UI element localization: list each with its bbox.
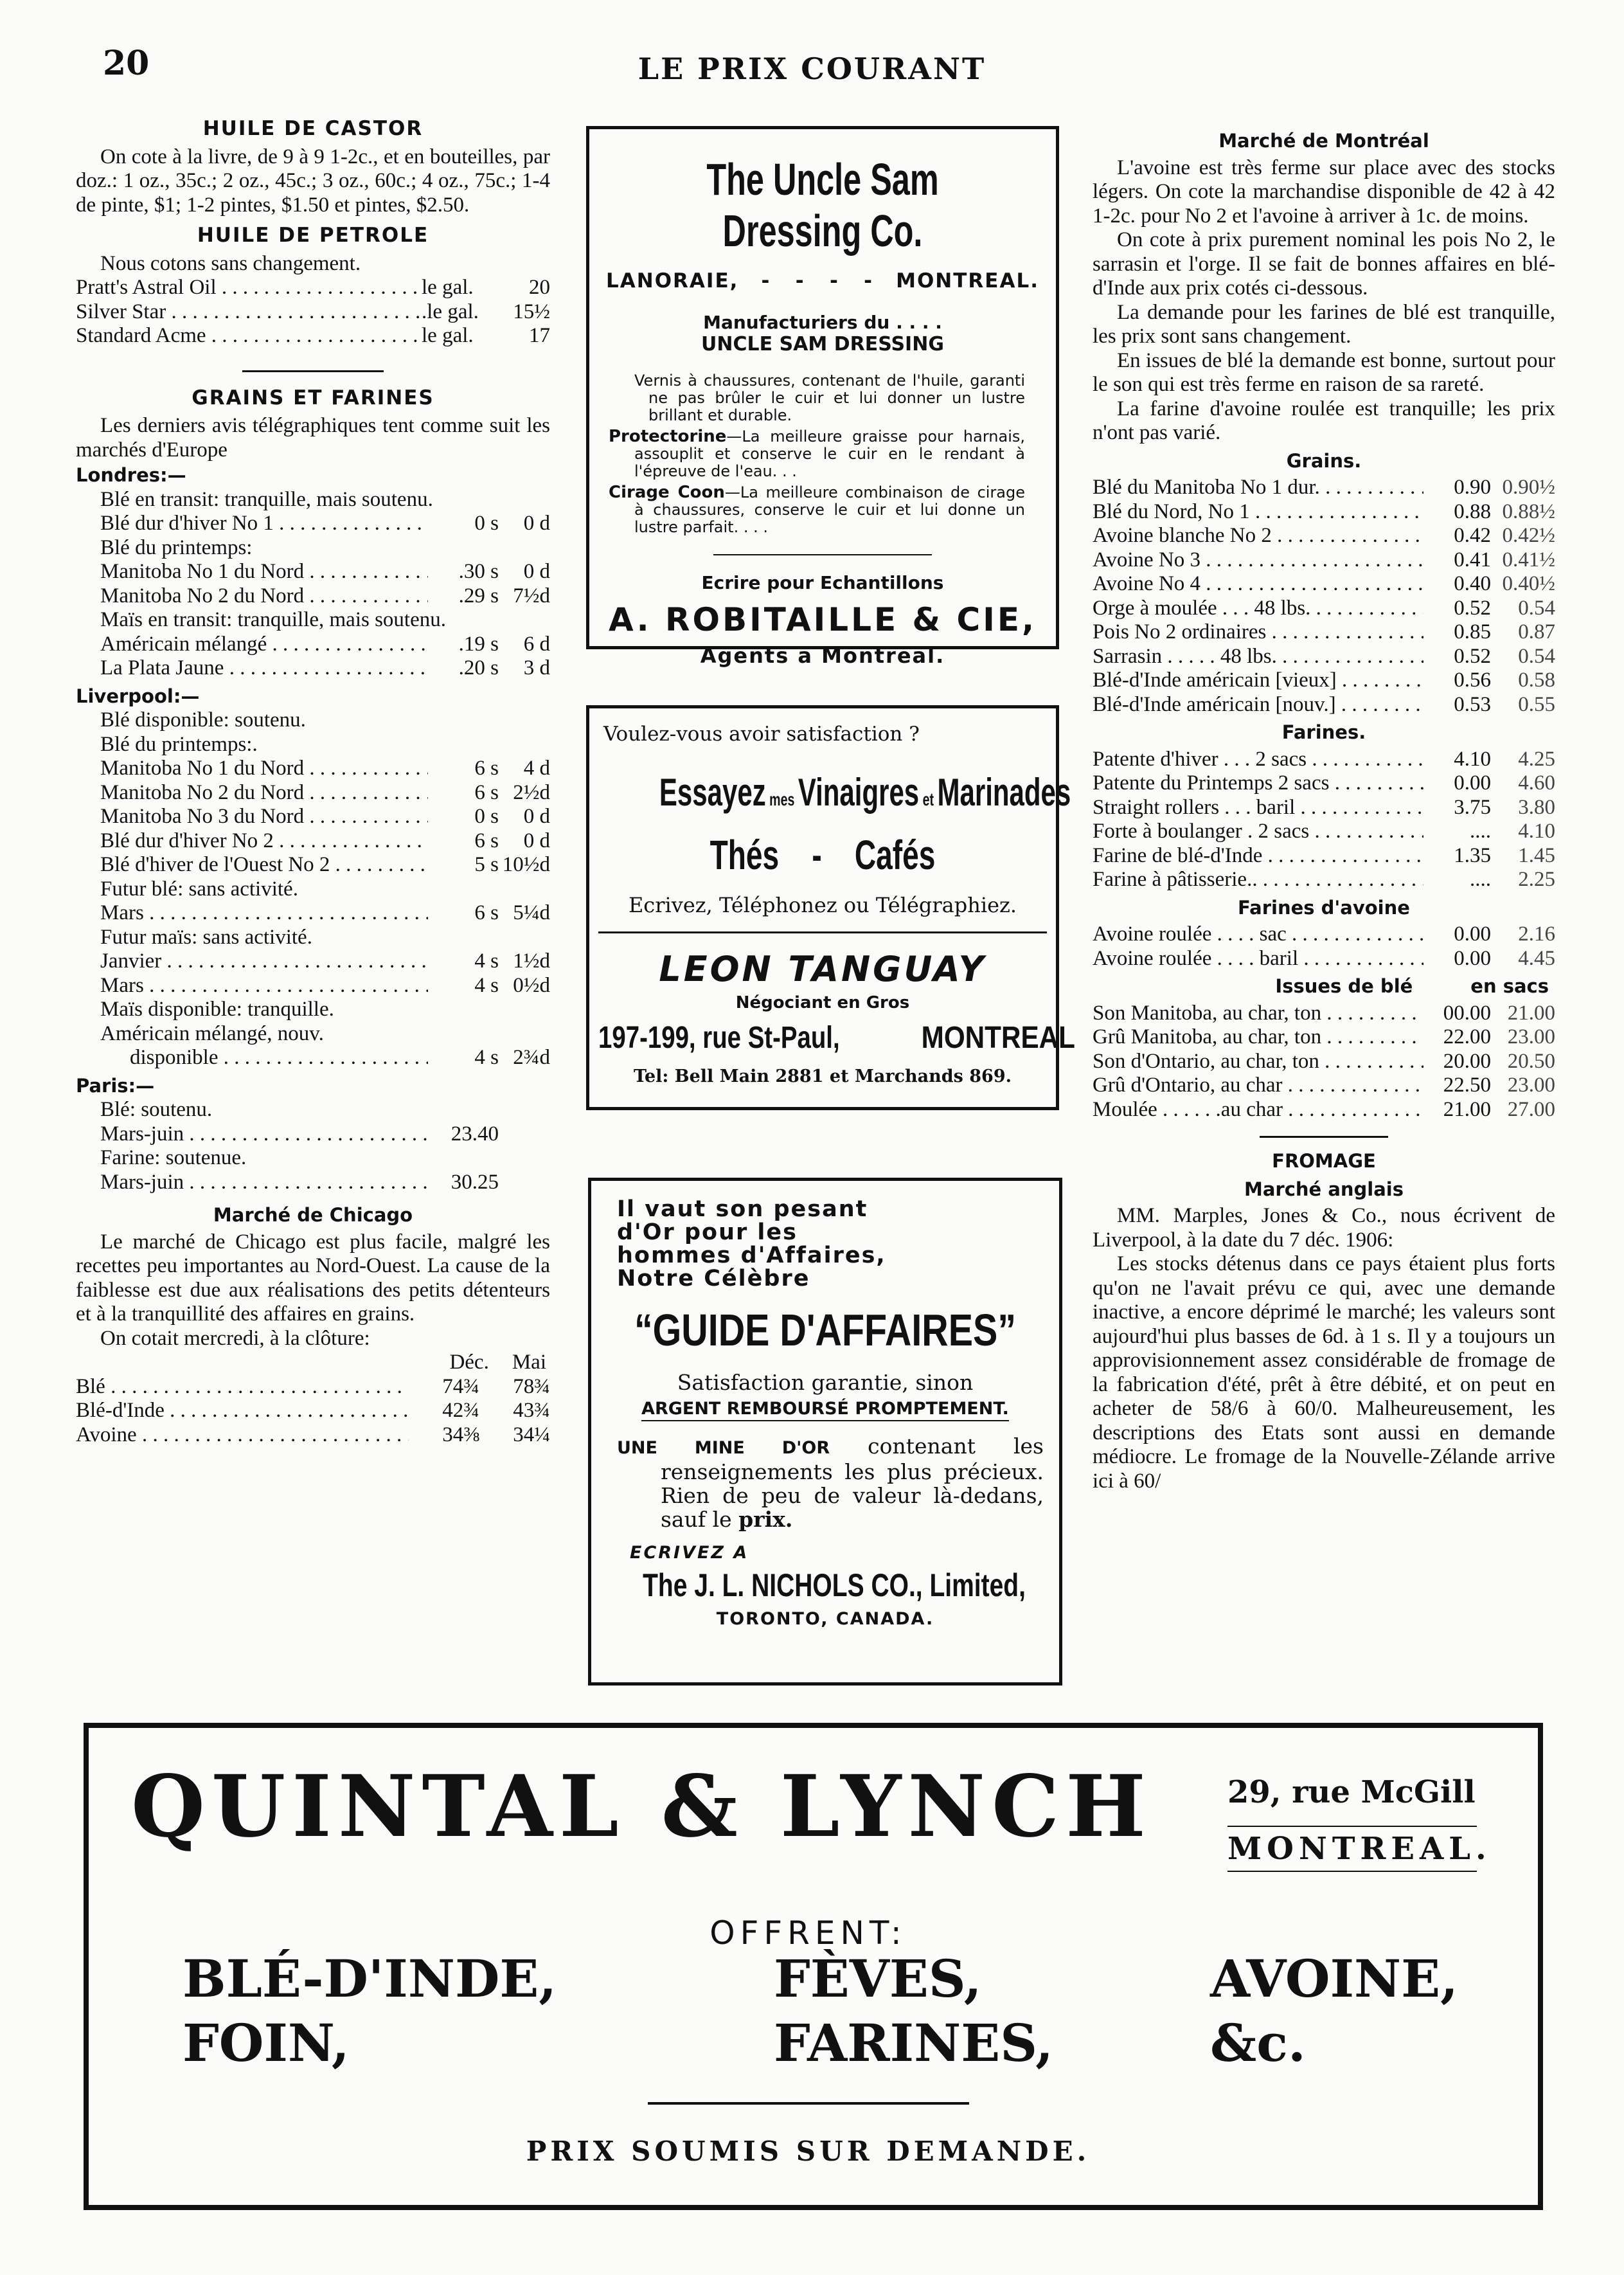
ad-guide-title: “GUIDE D'AFFAIRES” bbox=[634, 1305, 1017, 1355]
price-row: Sarrasin . . . . . 48 lbs. . . . 0.52 0.54 bbox=[1093, 645, 1555, 669]
section-divider bbox=[1260, 1136, 1388, 1138]
farines-avoine-subheading: Farines d'avoine bbox=[1238, 896, 1410, 919]
ad-city: MONTREAL. bbox=[1227, 1826, 1477, 1872]
ad-satisfaction: Satisfaction garantie, sinon bbox=[677, 1370, 974, 1395]
liverpool-text: Maïs disponible: tranquille. bbox=[100, 998, 334, 1021]
ad-protectorine: Protectorine—La meilleure graisse pour harnais, assouplit et conserve le cuir en le rendant à l'épreuve de l'eau. . . bbox=[609, 427, 1025, 480]
londres-text: Blé du printemps: bbox=[100, 535, 253, 559]
price-row: Manitoba No 3 du Nord . . . 0 s 0 d bbox=[76, 805, 550, 829]
ad-echantillons: Ecrire pour Echantillons bbox=[701, 572, 944, 593]
chicago-heading: Marché de Chicago bbox=[213, 1204, 413, 1226]
castor-heading: HUILE DE CASTOR bbox=[202, 117, 424, 140]
ad-agent-name: A. ROBITAILLE & CIE, bbox=[608, 601, 1037, 638]
price-row: Blé dur d'hiver No 2 . . . 6 s 0 d bbox=[76, 829, 550, 854]
price-row: Pois No 2 ordinaires . . . 0.85 0.87 bbox=[1093, 620, 1555, 645]
petrole-text: Nous cotons sans changement. bbox=[100, 251, 361, 275]
price-row: Américain mélangé . . . .19 s 6 d bbox=[76, 633, 550, 657]
price-row: disponible . . . 4 s 2¾d bbox=[76, 1046, 550, 1070]
ad-divider bbox=[598, 931, 1047, 933]
price-row: Blé-d'Inde américain [nouv.] . . . 0.53 0.55 bbox=[1093, 693, 1555, 717]
price-row: Patente d'hiver . . . 2 sacs . . . 4.10 4.25 bbox=[1093, 748, 1555, 772]
price-row: Farine à pâtisserie.. . . . .... 2.25 bbox=[1093, 868, 1555, 892]
chicago-text: Le marché de Chicago est plus facile, malgré les recettes peu importantes au Nord-Ouest. La cause de la faiblesse est due aux réalisations des petits détenteurs et à la tranquillité des affaires en grains. bbox=[76, 1230, 550, 1326]
price-row: Moulée . . . . . .au char . . . 21.00 27.00 bbox=[1093, 1098, 1555, 1122]
page-number: 20 bbox=[103, 44, 150, 83]
price-row: Mars . . . 4 s 0½d bbox=[76, 974, 550, 998]
price-row: Mars-juin . . . 23.40 bbox=[76, 1122, 550, 1147]
ad-ecrivez: ECRIVEZ A bbox=[630, 1543, 749, 1563]
ad-agents-text: Agents a Montreal. bbox=[700, 643, 945, 668]
ad-products-col2: FÈVES, FARINES, bbox=[774, 1948, 1053, 2073]
fromage-text: Les stocks détenus dans ce pays étaient plus forts qu'on ne l'avait prévu ce qui, avec une demande inactive, a encore déprimé le marché; les valeurs sont aujourd'hui plus basses de 6d. à 1 s. Il y a toujours un approvisionnement assez considérable de fromage de la fabrication d'été, prêt à être débité, et on peut en acheter de 58/6 à 60/0. Malheureusement, les descriptions des Etats sont aussi en demande médiocre. Le fromage de la Nouvelle-Zélande arrive ici à 60/ bbox=[1093, 1252, 1555, 1493]
price-row: Mars . . . 6 s 5¼d bbox=[76, 901, 550, 926]
price-row: Orge à moulée . . . 48 lbs. . . . 0.52 0.54 bbox=[1093, 597, 1555, 621]
price-row: Avoine No 4 . . . 0.40 0.40½ bbox=[1093, 572, 1555, 597]
price-row: Avoine . . . 34⅜ 34¼ bbox=[76, 1423, 550, 1448]
ad-question: Voulez-vous avoir satisfaction ? bbox=[603, 723, 920, 746]
price-row: Avoine roulée . . . . baril . . . 0.00 4.45 bbox=[1093, 947, 1555, 971]
ad-nichols-company: The J. L. NICHOLS CO., Limited, bbox=[643, 1567, 1026, 1603]
section-divider bbox=[242, 370, 384, 372]
londres-text: Maïs en transit: tranquille, mais soutenu. bbox=[100, 608, 446, 631]
petrole-row: Silver Star . . . .le gal. 15½ bbox=[76, 300, 550, 325]
price-row: Farine de blé-d'Inde . . . 1.35 1.45 bbox=[1093, 844, 1555, 868]
londres-label: Londres:— bbox=[76, 464, 186, 486]
price-row: Grû Manitoba, au char, ton . . . 22.00 23.00 bbox=[1093, 1025, 1555, 1050]
ad-cities: LANORAIE, - - - - MONTREAL. bbox=[606, 269, 1039, 292]
ad-products-line1: Essayez mes Vinaigres et Marinades bbox=[659, 771, 1071, 814]
paris-text: Farine: soutenue. bbox=[100, 1146, 247, 1169]
ad-leon-tanguay bbox=[586, 705, 1075, 1110]
chicago-text: On cotait mercredi, à la clôture: bbox=[100, 1326, 370, 1350]
price-row: Manitoba No 1 du Nord . . . .30 s 0 d bbox=[76, 560, 550, 584]
price-row: Blé-d'Inde . . . 42¾ 43¾ bbox=[76, 1399, 550, 1423]
issues-subheading: Issues de blé en sacs bbox=[1275, 975, 1549, 997]
ad-merchant-role: Négociant en Gros bbox=[735, 993, 910, 1012]
column-right bbox=[1093, 125, 1555, 1493]
londres-text: Blé en transit: tranquille, mais soutenu. bbox=[100, 487, 433, 511]
petrole-row: Pratt's Astral Oil . . . le gal. 20 bbox=[76, 276, 550, 300]
liverpool-text: Futur maïs: sans activité. bbox=[100, 925, 312, 949]
liverpool-label: Liverpool:— bbox=[76, 685, 200, 707]
ad-footer: PRIX SOUMIS SUR DEMANDE. bbox=[526, 2136, 1091, 2167]
paris-label: Paris:— bbox=[76, 1074, 155, 1097]
price-row: Blé . . . 74¾ 78¾ bbox=[76, 1375, 550, 1399]
running-head: LE PRIX COURANT bbox=[638, 51, 986, 86]
liverpool-text: Futur blé: sans activité. bbox=[100, 877, 298, 901]
ad-divider bbox=[648, 2102, 969, 2105]
fromage-heading: FROMAGE bbox=[1272, 1150, 1376, 1172]
price-row: Grû d'Ontario, au char . . . 22.50 23.00 bbox=[1093, 1074, 1555, 1098]
fromage-text: MM. Marples, Jones & Co., nous écrivent de Liverpool, à la date du 7 déc. 1906: bbox=[1093, 1204, 1555, 1252]
ad-contact: Ecrivez, Téléphonez ou Télégraphiez. bbox=[628, 893, 1017, 917]
price-row: Manitoba No 2 du Nord . . . .29 s 7½d bbox=[76, 584, 550, 609]
column-left bbox=[76, 114, 550, 1447]
ad-quintal-lynch bbox=[84, 1723, 1543, 2210]
price-row: Son Manitoba, au char, ton . . . 00.00 21.00 bbox=[1093, 1002, 1555, 1026]
montreal-heading: Marché de Montréal bbox=[1218, 130, 1429, 152]
montreal-text: On cote à prix purement nominal les pois No 2, le sarrasin et l'orge. Il se fait de bonnes affaires en blé-d'Inde aux prix cotés ci-dessous. bbox=[1093, 228, 1555, 300]
ad-offrent: OFFRENT: bbox=[709, 1914, 907, 1952]
price-row: Blé dur d'hiver No 1 . . . 0 s 0 d bbox=[76, 512, 550, 536]
montreal-text: La farine d'avoine roulée est tranquille; les prix n'ont pas varié. bbox=[1093, 397, 1555, 444]
ad-products-col1: BLÉ-D'INDE, FOIN, bbox=[183, 1948, 557, 2073]
liverpool-text: Américain mélangé, nouv. bbox=[100, 1021, 324, 1045]
petrole-heading: HUILE DE PETROLE bbox=[197, 224, 429, 247]
grains-heading: GRAINS ET FARINES bbox=[192, 386, 434, 409]
price-row: Blé-d'Inde américain [vieux] . . . 0.56 0.58 bbox=[1093, 669, 1555, 693]
ad-cirage: Cirage Coon—La meilleure combinaison de cirage à chaussures, conserve le cuir et lui donne un lustre parfait. . . . bbox=[609, 483, 1025, 536]
ad-telephone: Tel: Bell Main 2881 et Marchands 869. bbox=[633, 1066, 1012, 1086]
liverpool-text: Blé disponible: soutenu. bbox=[100, 708, 306, 732]
farines-subheading: Farines. bbox=[1281, 721, 1366, 743]
price-row: Blé du Manitoba No 1 dur. . . . 0.90 0.90½ bbox=[1093, 476, 1555, 500]
ad-address: 29, rue McGill bbox=[1227, 1774, 1476, 1810]
liverpool-text: Blé du printemps:. bbox=[100, 732, 258, 756]
petrole-row: Standard Acme . . . le gal. 17 bbox=[76, 324, 550, 348]
ad-company-name: The Uncle Sam Dressing Co. bbox=[706, 154, 939, 256]
price-row: Avoine No 3 . . . 0.41 0.41½ bbox=[1093, 548, 1555, 573]
price-row: Avoine blanche No 2 . . . 0.42 0.42½ bbox=[1093, 524, 1555, 548]
ad-divider bbox=[713, 554, 932, 555]
price-row: Mars-juin . . . 30.25 bbox=[76, 1171, 550, 1195]
marche-anglais-heading: Marché anglais bbox=[1244, 1178, 1404, 1200]
ad-mine-dor: UNE MINE D'OR contenant les renseignements les plus précieux. Rien de peu de valeur là-dedans, sauf le prix. bbox=[617, 1434, 1044, 1532]
ad-manufacturers: Manufacturiers du . . . . bbox=[703, 312, 942, 333]
price-row: Son d'Ontario, au char, ton . . . 20.00 20.50 bbox=[1093, 1050, 1555, 1074]
montreal-text: La demande pour les farines de blé est tranquille, les prix sont sans changement. bbox=[1093, 300, 1555, 348]
price-row: Straight rollers . . . baril . . . 3.75 3.80 bbox=[1093, 796, 1555, 820]
price-row: Blé d'hiver de l'Ouest No 2 . . . 5 s 10½d bbox=[76, 853, 550, 877]
grains-subheading: Grains. bbox=[1286, 449, 1362, 472]
ad-product-name: UNCLE SAM DRESSING bbox=[701, 333, 944, 355]
ad-argent: ARGENT REMBOURSÉ PROMPTEMENT. bbox=[591, 1399, 1059, 1419]
ad-company-name: QUINTAL & LYNCH bbox=[131, 1757, 1152, 1857]
price-row: Janvier . . . 4 s 1½d bbox=[76, 949, 550, 974]
price-row: Manitoba No 1 du Nord . . . 6 s 4 d bbox=[76, 757, 550, 781]
ad-address: 197-199, rue St-Paul, MONTREAL bbox=[598, 1021, 1075, 1055]
grains-intro: Les derniers avis télégraphiques tent comme suit les marchés d'Europe bbox=[76, 414, 550, 462]
price-row: Forte à boulanger . 2 sacs . . . .... 4.10 bbox=[1093, 820, 1555, 844]
paris-text: Blé: soutenu. bbox=[100, 1098, 213, 1121]
montreal-text: En issues de blé la demande est bonne, surtout pour le son qui est très ferme en raison de sa rareté. bbox=[1093, 348, 1555, 396]
price-row: Patente du Printemps 2 sacs . . . 0.00 4.60 bbox=[1093, 771, 1555, 796]
montreal-text: L'avoine est très ferme sur place avec des stocks légers. On cote la marchandise disponible de 42 à 42 1-2c. pour No 2 et l'avoine à arriver à 1c. de moins. bbox=[1093, 156, 1555, 228]
ad-vernis: Vernis à chaussures, contenant de l'huile, garanti ne pas brûler le cuir et lui donner un lustre brillant et durable. bbox=[634, 372, 1025, 424]
ad-merchant-name: LEON TANGUAY bbox=[659, 949, 986, 989]
price-row: Avoine roulée . . . . sac . . . 0.00 2.16 bbox=[1093, 922, 1555, 947]
chicago-column-headers: Déc. Mai bbox=[449, 1351, 546, 1374]
ad-products-line2: Thés - Cafés bbox=[709, 832, 936, 878]
ad-uncle-sam bbox=[586, 126, 1059, 668]
price-row: La Plata Jaune . . . .20 s 3 d bbox=[76, 656, 550, 681]
ad-nichols-city: TORONTO, CANADA. bbox=[716, 1609, 934, 1629]
ad-intro: Il vaut son pesant d'Or pour les hommes d'Affaires, Notre Célèbre bbox=[617, 1196, 886, 1291]
castor-text: On cote à la livre, de 9 à 9 1-2c., et en bouteilles, par doz.: 1 oz., 35c.; 2 oz., 45c.; 3 oz., 60c.; 4 oz., 75c.; 1-4 de pinte, $1; 1-2 pintes, $1.50 et pintes, $2.50. bbox=[76, 145, 550, 217]
ad-guide-affaires bbox=[588, 1178, 1062, 1686]
price-row: Manitoba No 2 du Nord . . . 6 s 2½d bbox=[76, 781, 550, 805]
price-row: Blé du Nord, No 1 . . . 0.88 0.88½ bbox=[1093, 500, 1555, 525]
ad-products-col3: AVOINE, &c. bbox=[1210, 1948, 1458, 2073]
